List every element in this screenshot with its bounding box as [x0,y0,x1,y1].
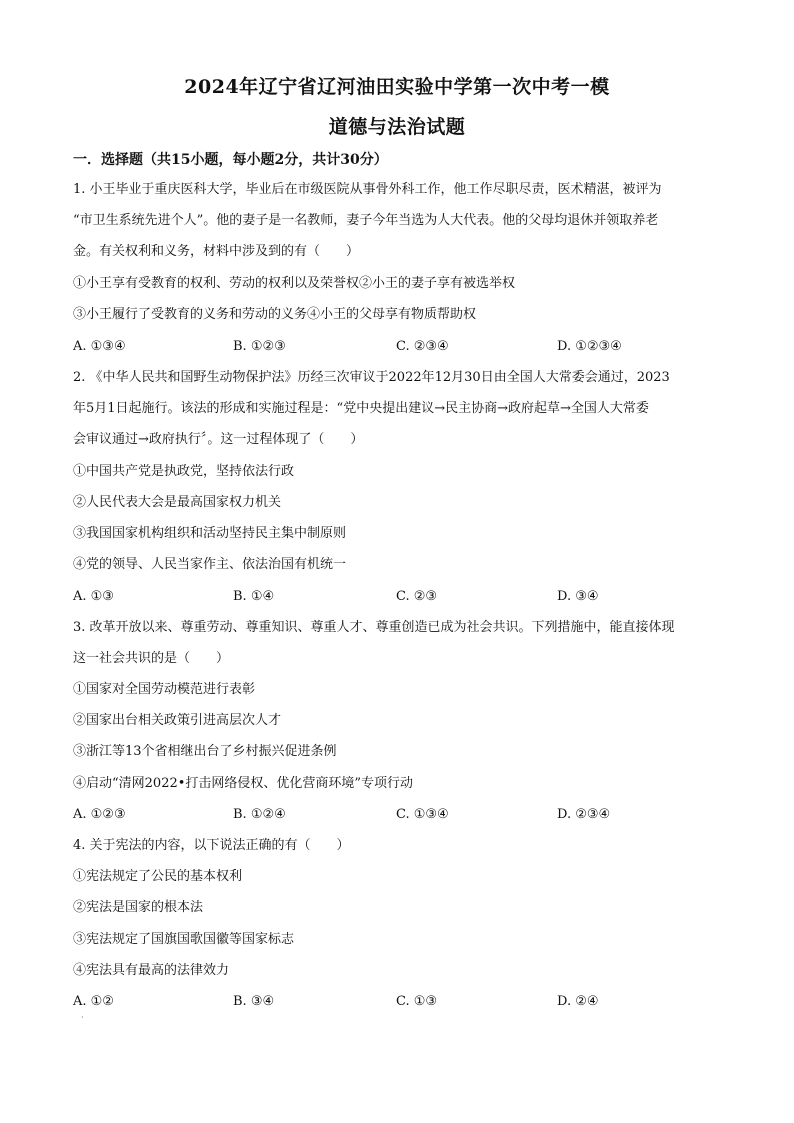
page-title: 2024年辽宁省辽河油田实验中学第一次中考一模 [184,76,610,98]
question-1-item-1: ①小王享有受教育的权利、劳动的权利以及荣誉权②小王的妻子享有被选举权 [73,276,516,291]
question-3-option-c: C. ①③④ [396,807,449,822]
question-2-stem-line-1: 2. 《中华人民共和国野生动物保护法》历经三次审议于2022年12月30日由全国人大常委会通过，2023 [73,370,670,385]
section-heading: 一．选择题（共15小题，每小题2分，共计30分） [73,152,388,168]
question-3-item-1: ①国家对全国劳动模范进行表彰 [73,682,256,697]
question-3-item-2: ②国家出台相关政策引进高层次人才 [73,713,282,728]
question-2-option-d: D. ③④ [557,589,599,604]
question-1-stem-line-3: 金。有关权利和义务，材料中涉及到的有（ ） [73,244,360,259]
question-3-stem-line-2: 这一社会共识的是（ ） [73,651,230,666]
question-1-option-d: D. ①②③④ [557,339,622,354]
question-3-option-b: B. ①②④ [233,807,286,822]
question-1-stem-line-1: 1. 小王毕业于重庆医科大学，毕业后在市级医院从事骨外科工作，他工作尽职尽责，医术精湛，被评为 [73,182,662,197]
question-1-option-c: C. ②③④ [396,339,449,354]
page-subtitle: 道德与法治试题 [328,116,466,138]
question-2-item-3: ③我国国家机构组织和活动坚持民主集中制原则 [73,526,347,541]
question-1-option-a: A. ①③④ [73,339,126,354]
question-3-option-a: A. ①②③ [73,807,126,822]
question-3-stem-line-1: 3. 改革开放以来、尊重劳动、尊重知识、尊重人才、尊重创造已成为社会共识。下列措施中，能直接体现 [73,620,675,635]
question-4-item-4: ④宪法具有最高的法律效力 [73,963,230,978]
question-2-stem-line-3: 会审议通过→政府执行〞。这一过程体现了（ ） [73,432,364,447]
question-2-item-1: ①中国共产党是执政党，坚持依法行政 [73,464,295,479]
question-4-option-a: A. ①② [73,994,114,1009]
question-2-item-2: ②人民代表大会是最高国家权力机关 [73,495,282,510]
question-4-option-c: C. ①③ [396,994,438,1009]
question-4-option-d: D. ②④ [557,994,599,1009]
question-4-option-b: B. ③④ [233,994,275,1009]
question-2-option-c: C. ②③ [396,589,438,604]
question-1-option-b: B. ①②③ [233,339,286,354]
page-mark-dot: · [81,1013,84,1022]
question-2-item-4: ④党的领导、人民当家作主、依法治国有机统一 [73,557,347,572]
question-4-item-3: ③宪法规定了国旗国歌国徽等国家标志 [73,932,295,947]
question-4-item-2: ②宪法是国家的根本法 [73,900,204,915]
question-4-stem-line-1: 4. 关于宪法的内容，以下说法正确的有（ ） [73,838,350,853]
question-1-item-2: ③小王履行了受教育的义务和劳动的义务④小王的父母享有物质帮助权 [73,307,477,322]
question-4-item-1: ①宪法规定了公民的基本权利 [73,869,243,884]
question-2-stem-line-2: 年5月1日起施行。该法的形成和实施过程是：“党中央提出建议→民主协商→政府起草→全国人大常委 [73,401,649,416]
question-3-item-4: ④启动“清网2022•打击网络侵权、优化营商环境”专项行动 [73,776,414,791]
question-1-stem-line-2: “市卫生系统先进个人”。他的妻子是一名教师，妻子今年当选为人大代表。他的父母均退休并领取养老 [73,213,659,228]
question-2-option-a: A. ①③ [73,589,114,604]
question-2-option-b: B. ①④ [233,589,275,604]
question-3-item-3: ③浙江等13个省相继出台了乡村振兴促进条例 [73,744,337,759]
question-3-option-d: D. ②③④ [557,807,611,822]
